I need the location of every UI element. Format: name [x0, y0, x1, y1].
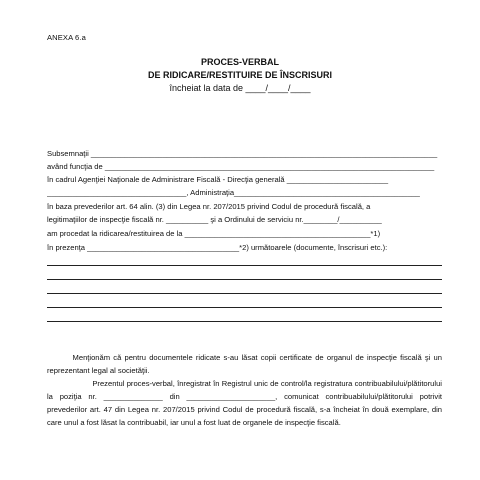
document-subtitle: DE RIDICARE/RESTITUIRE DE ÎNSCRISURI: [147, 70, 333, 80]
paragraph-copii-certificate: Menţionăm că pentru documentele ridicate s-au lăsat copii certificate de organul de inspecţie fiscală şi un reprezentant legal al societăţii.: [47, 353, 445, 375]
form-line-ridicare: am procedat la ridicarea/restituirea de la ____________________________________________*1): [47, 229, 381, 238]
form-line-baza-legala: în baza prevederilor art. 64 alin. (3) din Legea nr. 207/2015 privind Codul de procedură fiscală, a: [47, 202, 371, 211]
form-line-subsemnatii: Subsemnaţii __________________________________________________________________________________: [47, 149, 438, 158]
form-line-prezenta: în prezenţa ____________________________________*2) următoarele (documente, înscrisuri etc.):: [47, 243, 388, 252]
form-line-functia: având funcţia de ______________________________________________________________________________: [47, 162, 435, 171]
blank-rule-1: [47, 265, 442, 266]
document-title: PROCES-VERBAL: [200, 57, 279, 67]
paragraph-inregistrare: Prezentul proces-verbal, înregistrat în Registrul unic de control/la registratura contribuabilului/plătitorului la poziţia nr. ______________ din _____________________, comunicat contribuabilului/plătitorului potrivit prevederilor art. 47 din Legea nr. 207/2015 privind Codul de procedură fiscală, s-a încheiat în două exemplare, din care unul a fost lăsat la contribuabil, iar unul a fost luat de organele de inspecţie fiscală.: [47, 379, 445, 427]
form-line-administratia: _________________________________, Administraţia____________________________________________: [47, 188, 420, 197]
form-line-directia: în cadrul Agenţiei Naţionale de Administrare Fiscală - Direcţia generală ________________________: [47, 175, 389, 184]
form-line-legitimatii: legitimaţiilor de inspecţie fiscală nr. __________ şi a Ordinului de serviciu nr.________/__________: [47, 215, 382, 224]
date-line: încheiat la data de ____/____/____: [169, 83, 311, 93]
blank-rule-3: [47, 293, 442, 294]
blank-rule-2: [47, 279, 442, 280]
annex-label: ANEXA 6.a: [47, 33, 86, 42]
blank-rule-5: [47, 321, 442, 322]
blank-rule-4: [47, 307, 442, 308]
